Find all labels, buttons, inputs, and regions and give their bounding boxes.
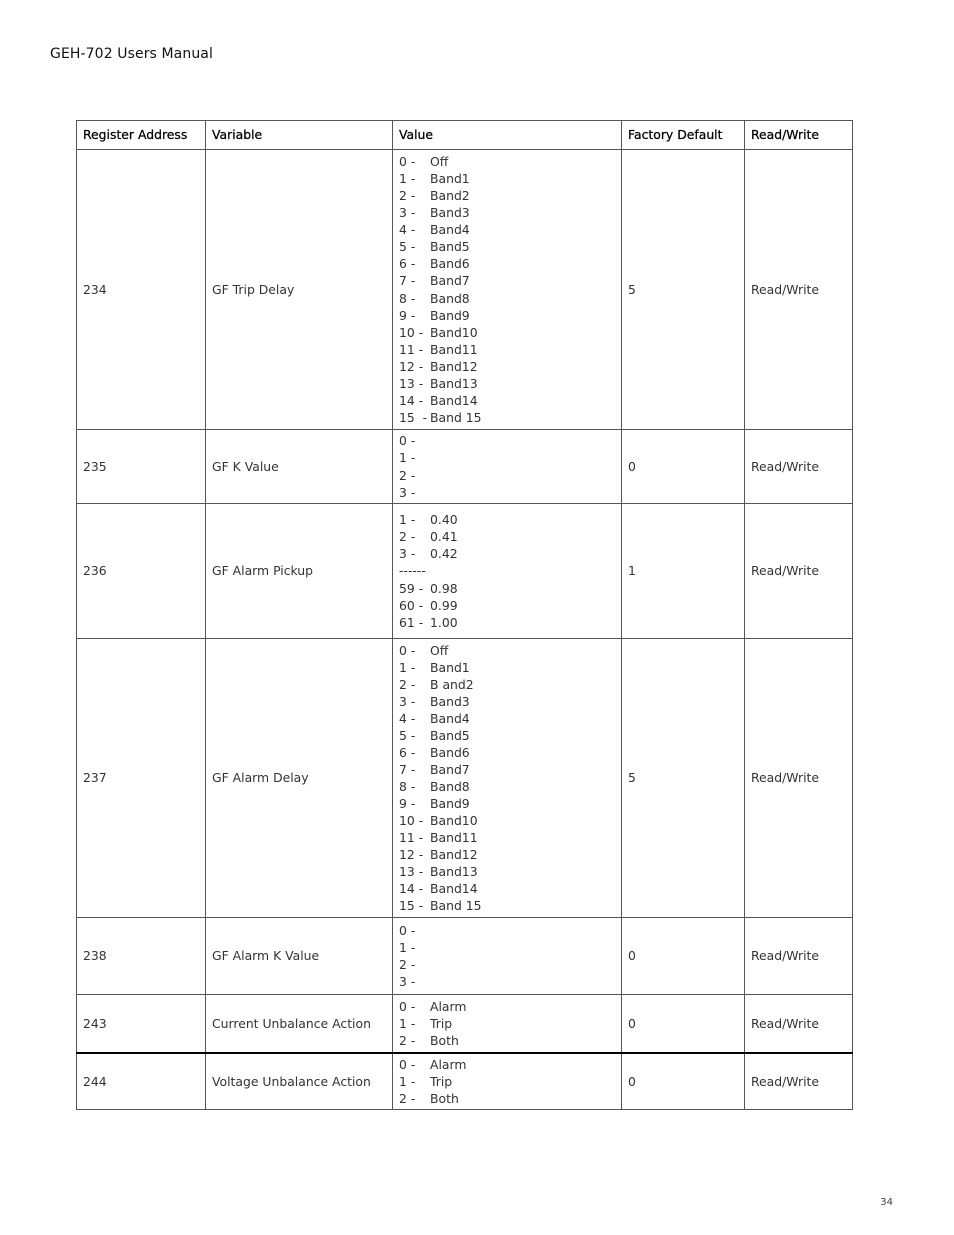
value-option-number: 0 - [399, 998, 416, 1014]
value-option-number: 2 - [399, 529, 416, 545]
value-option-number: 4 - [399, 222, 416, 238]
column-header-value: Value [393, 121, 622, 150]
value-option-label: Band10 [430, 813, 478, 829]
table-row [77, 430, 853, 504]
value-option-label: Band 15 [430, 409, 482, 425]
table-row [77, 150, 853, 430]
value-option [399, 880, 615, 897]
value-option-label: Both [430, 1032, 459, 1048]
value-option [399, 778, 615, 795]
value-option-label: Band14 [430, 392, 478, 408]
column-header-factory-default: Factory Default [622, 121, 745, 150]
factory-default-cell: 0 [622, 918, 745, 995]
value-option [399, 710, 615, 727]
value-option-label: Band5 [430, 239, 470, 255]
variable-cell: Current Unbalance Action [206, 995, 393, 1053]
variable-cell: Voltage Unbalance Action [206, 1053, 393, 1110]
value-option-number: 5 - [399, 727, 416, 743]
variable-cell: GF Alarm Pickup [206, 504, 393, 639]
value-option-number: 59 - [399, 580, 424, 596]
value-option [399, 170, 615, 187]
value-option [399, 659, 615, 676]
value-option-label: Band6 [430, 256, 470, 272]
value-option-label: Band4 [430, 222, 470, 238]
value-option-label: Trip [430, 1073, 453, 1089]
value-option-label: Band9 [430, 796, 470, 812]
value-option-label: Band13 [430, 375, 478, 391]
value-option [399, 863, 615, 880]
value-option-number: 2 - [399, 1090, 416, 1106]
value-option-number: 0 - [399, 922, 416, 938]
variable-cell: GF K Value [206, 430, 393, 504]
factory-default-cell: 0 [622, 1053, 745, 1110]
value-option-number: 10 - [399, 324, 424, 340]
value-option-number: 0 - [399, 642, 416, 658]
column-header-read-write: Read/Write [745, 121, 853, 150]
value-option [399, 272, 615, 289]
value-option-label: Off [430, 642, 449, 658]
value-option [399, 432, 615, 449]
table-row [77, 918, 853, 995]
value-option [399, 812, 615, 829]
page-number: 34 [880, 1197, 893, 1208]
value-option-number: 2 - [399, 676, 416, 692]
value-option-label: Band11 [430, 830, 478, 846]
register-table-body [77, 150, 853, 1110]
value-option-number: 1 - [399, 1073, 416, 1089]
value-option-number: 11 - [399, 830, 424, 846]
value-option-label: 0.98 [430, 580, 458, 596]
value-option-label: 0.99 [430, 597, 458, 613]
value-option-number: 3 - [399, 974, 416, 990]
register-address-cell: 244 [77, 1053, 206, 1110]
value-option-label: Band7 [430, 273, 470, 289]
read-write-cell: Read/Write [745, 430, 853, 504]
value-option [399, 511, 615, 528]
value-option-label: Band 15 [430, 898, 482, 914]
value-option-label: Trip [430, 1015, 453, 1031]
value-option-label: Off [430, 154, 449, 170]
factory-default-cell: 1 [622, 504, 745, 639]
register-address-cell: 234 [77, 150, 206, 430]
value-option [399, 676, 615, 693]
factory-default-cell: 5 [622, 639, 745, 918]
value-option-number: 14 - [399, 392, 424, 408]
value-option-label: Band10 [430, 324, 478, 340]
value-option [399, 829, 615, 846]
value-option-number: 0 - [399, 433, 416, 449]
value-option-label: Band12 [430, 847, 478, 863]
value-option-label: Band4 [430, 710, 470, 726]
value-option [399, 846, 615, 863]
value-option [399, 392, 615, 409]
value-option-number: 1 - [399, 450, 416, 466]
value-option-number: 2 - [399, 188, 416, 204]
value-option-label: Band1 [430, 171, 470, 187]
value-option-label: Band12 [430, 358, 478, 374]
value-option [399, 358, 615, 375]
value-option-number: 5 - [399, 239, 416, 255]
value-option [399, 528, 615, 545]
value-option-number: 1 - [399, 512, 416, 528]
value-option-label: Band8 [430, 779, 470, 794]
value-option [399, 939, 615, 956]
value-option [399, 484, 615, 501]
value-option-number: 6 - [399, 256, 416, 272]
value-option-label: 1.00 [430, 614, 458, 630]
value-option-number: 2 - [399, 467, 416, 483]
value-option [399, 693, 615, 710]
value-option-number: 13 - [399, 375, 424, 391]
value-option-number: 60 - [399, 597, 424, 613]
variable-cell: GF Alarm Delay [206, 639, 393, 918]
value-cell [393, 150, 622, 430]
variable-cell: GF Trip Delay [206, 150, 393, 430]
value-option-number: 2 - [399, 957, 416, 972]
value-option [399, 324, 615, 341]
value-option-number: 7 - [399, 273, 416, 289]
value-option-number: 2 - [399, 1032, 416, 1048]
value-option [399, 375, 615, 392]
value-option [399, 922, 615, 939]
value-option-number: 15 - [399, 409, 428, 425]
value-option [399, 307, 615, 324]
value-cell [393, 1053, 622, 1110]
value-option-number: 1 - [399, 939, 416, 955]
value-option-label: 0.41 [430, 529, 458, 545]
value-option [399, 562, 615, 579]
value-option-number: 9 - [399, 307, 416, 323]
value-option-label: 0.40 [430, 512, 458, 528]
register-address-cell: 237 [77, 639, 206, 918]
value-option-number: 3 - [399, 205, 416, 221]
register-address-cell: 238 [77, 918, 206, 995]
value-option [399, 187, 615, 204]
read-write-cell: Read/Write [745, 639, 853, 918]
value-option [399, 1090, 615, 1107]
value-option [399, 1032, 615, 1049]
value-option-number: 14 - [399, 881, 424, 897]
value-option-number: 10 - [399, 813, 424, 829]
value-cell [393, 430, 622, 504]
value-cell [393, 918, 622, 995]
value-option-label: Band8 [430, 290, 470, 306]
value-option-number: 8 - [399, 779, 416, 794]
value-option [399, 1073, 615, 1090]
value-option-number: 3 - [399, 484, 416, 500]
value-option [399, 204, 615, 221]
value-option [399, 614, 615, 631]
value-option-number: 13 - [399, 864, 424, 880]
register-address-cell: 243 [77, 995, 206, 1053]
value-option [399, 597, 615, 614]
factory-default-cell: 0 [622, 430, 745, 504]
read-write-cell: Read/Write [745, 150, 853, 430]
value-option [399, 973, 615, 990]
value-option [399, 744, 615, 761]
value-option-number: 0 - [399, 154, 416, 170]
factory-default-cell: 0 [622, 995, 745, 1053]
value-option [399, 1015, 615, 1032]
value-option-number: 3 - [399, 546, 416, 562]
table-row [77, 639, 853, 918]
value-option [399, 467, 615, 484]
table-row [77, 504, 853, 639]
value-cell [393, 504, 622, 639]
value-option-number: 1 - [399, 171, 416, 187]
value-option-number: 11 - [399, 341, 424, 357]
value-option [399, 727, 615, 744]
value-option-label: Band3 [430, 205, 470, 221]
value-option-number: 6 - [399, 744, 416, 760]
value-option-label: Band1 [430, 659, 470, 675]
value-option-label: Band11 [430, 341, 478, 357]
value-option [399, 255, 615, 272]
table-row [77, 995, 853, 1053]
value-option-label: Band5 [430, 727, 470, 743]
value-option-label: Band6 [430, 744, 470, 760]
column-header-variable: Variable [206, 121, 393, 150]
value-option-label: 0.42 [430, 546, 458, 562]
value-option [399, 795, 615, 812]
value-option [399, 1056, 615, 1073]
value-option [399, 956, 615, 973]
register-address-cell: 236 [77, 504, 206, 639]
value-option-number: 12 - [399, 358, 424, 374]
page-header-title: GEH-702 Users Manual [50, 46, 213, 62]
value-option [399, 449, 615, 466]
value-option-label: Band9 [430, 307, 470, 323]
value-option [399, 153, 615, 170]
value-option [399, 998, 615, 1015]
value-option-label: Band7 [430, 761, 470, 777]
value-option-label: Alarm [430, 1056, 467, 1072]
value-option [399, 221, 615, 238]
value-option-label: Band14 [430, 881, 478, 897]
value-option-number: 3 - [399, 693, 416, 709]
read-write-cell: Read/Write [745, 504, 853, 639]
value-option-number: 15 - [399, 898, 424, 914]
value-option-number: ------ [399, 563, 426, 579]
value-option [399, 290, 615, 307]
value-option-label: Band3 [430, 693, 470, 709]
value-option [399, 238, 615, 255]
value-option [399, 580, 615, 597]
value-option-label: Band13 [430, 864, 478, 880]
value-option-number: 9 - [399, 796, 416, 812]
value-cell [393, 639, 622, 918]
value-option [399, 409, 615, 426]
read-write-cell: Read/Write [745, 995, 853, 1053]
register-address-cell: 235 [77, 430, 206, 504]
value-option-number: 4 - [399, 710, 416, 726]
value-option [399, 642, 615, 659]
value-option-number: 7 - [399, 761, 416, 777]
value-option-label: Both [430, 1090, 459, 1106]
table-row [77, 1053, 853, 1110]
value-option-label: B and2 [430, 676, 474, 692]
value-option [399, 897, 615, 914]
column-header-register-address: Register Address [77, 121, 206, 150]
value-option-number: 1 - [399, 659, 416, 675]
value-option [399, 341, 615, 358]
value-option-number: 61 - [399, 614, 424, 630]
value-option [399, 761, 615, 778]
read-write-cell: Read/Write [745, 918, 853, 995]
value-cell [393, 995, 622, 1053]
value-option-number: 1 - [399, 1015, 416, 1031]
value-option-number: 12 - [399, 847, 424, 863]
factory-default-cell: 5 [622, 150, 745, 430]
read-write-cell: Read/Write [745, 1053, 853, 1110]
value-option-number: 0 - [399, 1056, 416, 1072]
value-option-number: 8 - [399, 290, 416, 306]
value-option [399, 545, 615, 562]
table-header-row [77, 121, 853, 150]
value-option-label: Alarm [430, 998, 467, 1014]
register-table [76, 120, 853, 1110]
variable-cell: GF Alarm K Value [206, 918, 393, 995]
value-option-label: Band2 [430, 188, 470, 204]
